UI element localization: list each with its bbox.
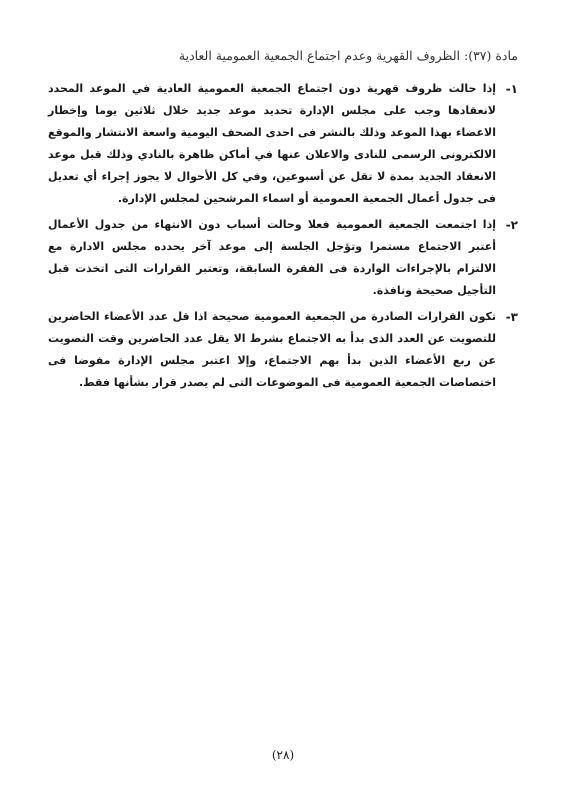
article-clauses [48,78,518,398]
page-number: (٢٨) [271,748,295,762]
article-title: مادة (٣٧): الظروف القهرية وعدم اجتماع الجمعية العمومية العادية [178,48,518,63]
clause-number: ٢- [505,218,518,232]
clause-3 [48,306,518,394]
clause-text: إذا حالت ظروف قهرية دون اجتماع الجمعية العمومية العادية في الموعد المحدد لانعقادها وجب على مجلس الإدارة تحديد موعد جديد خلال ثلاثين يوما وإخطار الاعضاء بهذا الموعد وذلك بالنشر فى احدى الصحف اليومية واسعة الانتشار والموقع الالكترونى الرسمى للنادى والاعلان عنها في أماكن ظاهرة بالنادي وذلك قبل موعد الانعقاد الجديد بمدة لا تقل عن أسبوعين، وفي كل الأحوال لا يجوز إجراء أي تعديل فى جدول أعمال الجمعية العمومية أو اسماء المرشحين لمجلس الإدارة. [48,82,496,205]
clause-text: إذا اجتمعت الجمعية العمومية فعلا وحالت أسباب دون الانتهاء من جدول الأعمال أعتبر الاجتماع مستمرا وتؤجل الجلسة إلى موعد آخر يحدده مجلس الادارة مع الالتزام بالإجراءات الواردة فى الفقرة السابقة، وتعتبر القرارات التى اتخذت قبل التأجيل صحيحة ونافذة. [48,218,496,297]
clause-number: ٣- [505,310,518,324]
clause-text: تكون القرارات الصادرة من الجمعية العمومية صحيحة اذا قل عدد الأعضاء الحاضرين للتصويت عن العدد الذى بدأ به الاجتماع بشرط الا يقل عدد الحاضرين وقت التصويت عن ربع الأعضاء الذين بدأ بهم الاجتماع، وإلا اعتبر مجلس الإدارة مفوضا فى اختصاصات الجمعية العمومية فى الموضوعات التى لم يصدر قرار بشأنها فقط. [48,310,496,389]
clause-1 [48,78,518,210]
clause-2 [48,214,518,302]
clause-number: ١- [505,82,518,96]
